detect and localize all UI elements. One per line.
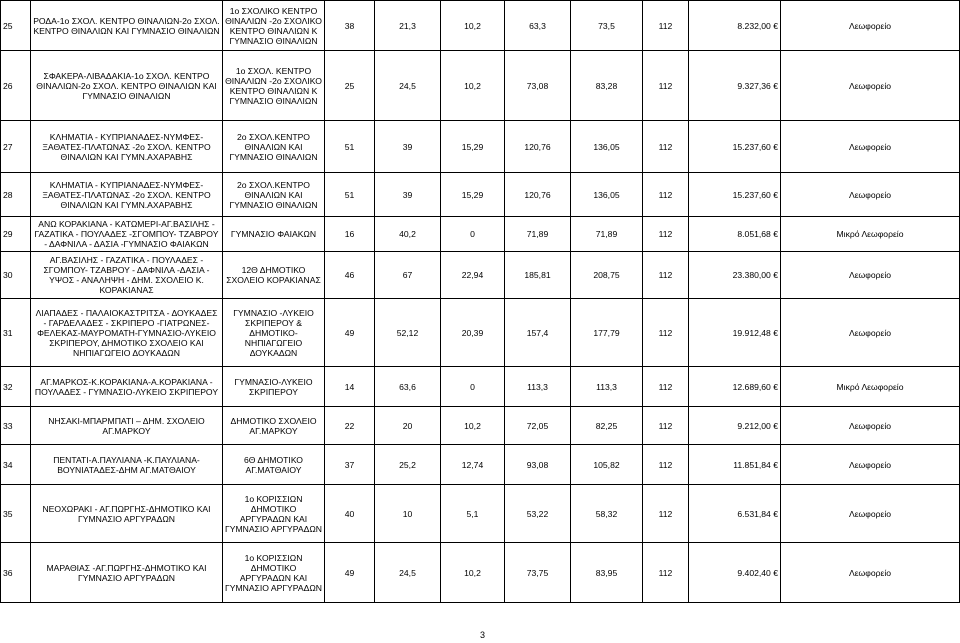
destination-cell: 1ο ΚΟΡΙΣΣΙΩΝ ΔΗΜΟΤΙΚΟ ΑΡΓΥΡΑΔΩΝ ΚΑΙ ΓΥΜΝΑΣΙΟ ΑΡΓΥΡΑΔΩΝ [223, 485, 325, 543]
value-cell: 49 [325, 543, 375, 603]
row-number-cell: 29 [1, 217, 31, 252]
table-row [1, 407, 960, 445]
vehicle-type-cell: Λεωφορείο [781, 485, 960, 543]
destination-cell: ΔΗΜΟΤΙΚΟ ΣΧΟΛΕΙΟ ΑΓ.ΜΑΡΚΟΥ [223, 407, 325, 445]
route-cell: ΠΕΝΤΑΤΙ-Α.ΠΑΥΛΙΑΝΑ -Κ.ΠΑΥΛΙΑΝΑ-ΒΟΥΝΙΑΤΑΔΕΣ-ΔΗΜ ΑΓ.ΜΑΤΘΑΙΟΥ [31, 445, 223, 485]
table-row [1, 445, 960, 485]
route-cell: ΜΑΡΑΘΙΑΣ -ΑΓ.ΠΩΡΓΗΣ-ΔΗΜΟΤΙΚΟ ΚΑΙ ΓΥΜΝΑΣΙΟ ΑΡΓΥΡΑΔΩΝ [31, 543, 223, 603]
value-cell: 112 [643, 173, 689, 217]
table-row [1, 51, 960, 121]
vehicle-type-cell: Λεωφορείο [781, 299, 960, 367]
value-cell: 39 [375, 173, 441, 217]
page-number: 3 [480, 630, 486, 640]
value-cell: 52,12 [375, 299, 441, 367]
table-row [1, 121, 960, 173]
cost-cell: 15.237,60 € [689, 121, 781, 173]
table-row [1, 1, 960, 51]
row-number-cell: 35 [1, 485, 31, 543]
value-cell: 15,29 [441, 121, 505, 173]
table-row [1, 252, 960, 299]
value-cell: 83,28 [571, 51, 643, 121]
table-row [1, 299, 960, 367]
value-cell: 20 [375, 407, 441, 445]
value-cell: 53,22 [505, 485, 571, 543]
value-cell: 136,05 [571, 121, 643, 173]
value-cell: 40,2 [375, 217, 441, 252]
value-cell: 157,4 [505, 299, 571, 367]
value-cell: 39 [375, 121, 441, 173]
value-cell: 37 [325, 445, 375, 485]
value-cell: 10,2 [441, 1, 505, 51]
value-cell: 185,81 [505, 252, 571, 299]
value-cell: 21,3 [375, 1, 441, 51]
cost-cell: 9.327,36 € [689, 51, 781, 121]
value-cell: 112 [643, 252, 689, 299]
destination-cell: 2ο ΣΧΟΛ.ΚΕΝΤΡΟ ΘΙΝΑΛΙΩΝ ΚΑΙ ΓΥΜΝΑΣΙΟ ΘΙΝΑΛΙΩΝ [223, 173, 325, 217]
value-cell: 105,82 [571, 445, 643, 485]
table-row [1, 485, 960, 543]
value-cell: 112 [643, 543, 689, 603]
value-cell: 71,89 [571, 217, 643, 252]
value-cell: 177,79 [571, 299, 643, 367]
value-cell: 112 [643, 51, 689, 121]
value-cell: 72,05 [505, 407, 571, 445]
destination-cell: 6Θ ΔΗΜΟΤΙΚΟ ΑΓ.ΜΑΤΘΑΙΟΥ [223, 445, 325, 485]
vehicle-type-cell: Λεωφορείο [781, 252, 960, 299]
route-cell: ΑΝΩ ΚΟΡΑΚΙΑΝΑ - ΚΑΤΩΜΕΡΙ-ΑΓ.ΒΑΣΙΛΗΣ - ΓΑΖΑΤΙΚΑ - ΠΟΥΛΑΔΕΣ -ΣΓΟΜΠΟΥ- ΤΖΑΒΡΟΥ - ΔΑΦΝΙΛΑ - ΔΑΣΙΑ -ΓΥΜΝΑΣΙΟ ΦΑΙΑΚΩΝ [31, 217, 223, 252]
row-number-cell: 25 [1, 1, 31, 51]
value-cell: 208,75 [571, 252, 643, 299]
value-cell: 16 [325, 217, 375, 252]
value-cell: 51 [325, 173, 375, 217]
value-cell: 120,76 [505, 173, 571, 217]
value-cell: 112 [643, 367, 689, 407]
value-cell: 136,05 [571, 173, 643, 217]
row-number-cell: 30 [1, 252, 31, 299]
value-cell: 113,3 [505, 367, 571, 407]
value-cell: 10,2 [441, 51, 505, 121]
value-cell: 67 [375, 252, 441, 299]
value-cell: 25 [325, 51, 375, 121]
value-cell: 112 [643, 299, 689, 367]
row-number-cell: 32 [1, 367, 31, 407]
value-cell: 112 [643, 485, 689, 543]
vehicle-type-cell: Λεωφορείο [781, 173, 960, 217]
destination-cell: 12Θ ΔΗΜΟΤΙΚΟ ΣΧΟΛΕΙΟ ΚΟΡΑΚΙΑΝΑΣ [223, 252, 325, 299]
value-cell: 63,6 [375, 367, 441, 407]
route-cell: ΚΛΗΜΑΤΙΑ - ΚΥΠΡΙΑΝΑΔΕΣ-ΝΥΜΦΕΣ-ΞΑΘΑΤΕΣ-ΠΛΑΤΩΝΑΣ -2ο ΣΧΟΛ. ΚΕΝΤΡΟ ΘΙΝΑΛΙΩΝ ΚΑΙ ΓΥΜΝ.ΑΧΑΡΑΒΗΣ [31, 173, 223, 217]
value-cell: 112 [643, 121, 689, 173]
value-cell: 10,2 [441, 407, 505, 445]
value-cell: 58,32 [571, 485, 643, 543]
destination-cell: ΓΥΜΝΑΣΙΟ ΦΑΙΑΚΩΝ [223, 217, 325, 252]
table-row [1, 367, 960, 407]
route-cell: ΑΓ.ΒΑΣΙΛΗΣ - ΓΑΖΑΤΙΚΑ - ΠΟΥΛΑΔΕΣ - ΣΓΟΜΠΟΥ- ΤΖΑΒΡΟΥ - ΔΑΦΝΙΛΑ -ΔΑΣΙΑ - ΥΨΟΣ - ΑΝΑΛΗΨΗ - ΔΗΜ. ΣΧΟΛΕΙΟ Κ. ΚΟΡΑΚΙΑΝΑΣ [31, 252, 223, 299]
cost-cell: 12.689,60 € [689, 367, 781, 407]
destination-cell: 1ο ΚΟΡΙΣΣΙΩΝ ΔΗΜΟΤΙΚΟ ΑΡΓΥΡΑΔΩΝ ΚΑΙ ΓΥΜΝΑΣΙΟ ΑΡΓΥΡΑΔΩΝ [223, 543, 325, 603]
destination-cell: 1ο ΣΧΟΛ. ΚΕΝΤΡΟ ΘΙΝΑΛΙΩΝ -2ο ΣΧΟΛΙΚΟ ΚΕΝΤΡΟ ΘΙΝΑΛΙΩΝ Κ ΓΥΜΝΑΣΙΟ ΘΙΝΑΛΙΩΝ [223, 51, 325, 121]
value-cell: 10,2 [441, 543, 505, 603]
row-number-cell: 34 [1, 445, 31, 485]
table-row [1, 217, 960, 252]
route-cell: ΛΙΑΠΑΔΕΣ - ΠΑΛΑΙΟΚΑΣΤΡΙΤΣΑ - ΔΟΥΚΑΔΕΣ - ΓΑΡΔΕΛΑΔΕΣ - ΣΚΡΙΠΕΡΟ -ΓΙΑΤΡΩΝΕΣ-ΦΕΛΕΚΑΣ-ΜΑΥΡΟΜΑΤΗ-ΓΥΜΝΑΣΙΟ-ΛΥΚΕΙΟ ΣΚΡΙΠΕΡΟΥ, ΔΗΜΟΤΙΚΟ ΣΧΟΛΕΙΟ ΚΑΙ ΝΗΠΙΑΓΩΓΕΙΟ ΔΟΥΚΑΔΩΝ [31, 299, 223, 367]
value-cell: 63,3 [505, 1, 571, 51]
value-cell: 71,89 [505, 217, 571, 252]
destination-cell: 1ο ΣΧΟΛΙΚΟ ΚΕΝΤΡΟ ΘΙΝΑΛΙΩΝ -2ο ΣΧΟΛΙΚΟ ΚΕΝΤΡΟ ΘΙΝΑΛΙΩΝ Κ ΓΥΜΝΑΣΙΟ ΘΙΝΑΛΙΩΝ [223, 1, 325, 51]
row-number-cell: 33 [1, 407, 31, 445]
value-cell: 14 [325, 367, 375, 407]
route-cell: ΣΦΑΚΕΡΑ-ΛΙΒΑΔΑΚΙΑ-1ο ΣΧΟΛ. ΚΕΝΤΡΟ ΘΙΝΑΛΙΩΝ-2ο ΣΧΟΛ. ΚΕΝΤΡΟ ΘΙΝΑΛΙΩΝ ΚΑΙ ΓΥΜΝΑΣΙΟ ΘΙΝΑΛΙΩΝ [31, 51, 223, 121]
cost-cell: 8.051,68 € [689, 217, 781, 252]
value-cell: 24,5 [375, 543, 441, 603]
value-cell: 73,08 [505, 51, 571, 121]
value-cell: 38 [325, 1, 375, 51]
value-cell: 22,94 [441, 252, 505, 299]
cost-cell: 15.237,60 € [689, 173, 781, 217]
route-cell: ΝΗΣΑΚΙ-ΜΠΑΡΜΠΑΤΙ – ΔΗΜ. ΣΧΟΛΕΙΟ ΑΓ.ΜΑΡΚΟΥ [31, 407, 223, 445]
value-cell: 20,39 [441, 299, 505, 367]
destination-cell: 2ο ΣΧΟΛ.ΚΕΝΤΡΟ ΘΙΝΑΛΙΩΝ ΚΑΙ ΓΥΜΝΑΣΙΟ ΘΙΝΑΛΙΩΝ [223, 121, 325, 173]
value-cell: 83,95 [571, 543, 643, 603]
value-cell: 73,75 [505, 543, 571, 603]
value-cell: 22 [325, 407, 375, 445]
cost-cell: 6.531,84 € [689, 485, 781, 543]
cost-cell: 9.212,00 € [689, 407, 781, 445]
cost-cell: 23.380,00 € [689, 252, 781, 299]
value-cell: 24,5 [375, 51, 441, 121]
row-number-cell: 36 [1, 543, 31, 603]
cost-cell: 8.232,00 € [689, 1, 781, 51]
value-cell: 120,76 [505, 121, 571, 173]
value-cell: 46 [325, 252, 375, 299]
table-body [1, 1, 960, 603]
vehicle-type-cell: Μικρό Λεωφορείο [781, 217, 960, 252]
destination-cell: ΓΥΜΝΑΣΙΟ-ΛΥΚΕΙΟ ΣΚΡΙΠΕΡΟΥ [223, 367, 325, 407]
value-cell: 25,2 [375, 445, 441, 485]
value-cell: 40 [325, 485, 375, 543]
value-cell: 73,5 [571, 1, 643, 51]
vehicle-type-cell: Λεωφορείο [781, 121, 960, 173]
row-number-cell: 26 [1, 51, 31, 121]
value-cell: 112 [643, 445, 689, 485]
value-cell: 112 [643, 407, 689, 445]
value-cell: 93,08 [505, 445, 571, 485]
cost-cell: 11.851,84 € [689, 445, 781, 485]
vehicle-type-cell: Λεωφορείο [781, 407, 960, 445]
value-cell: 15,29 [441, 173, 505, 217]
value-cell: 5,1 [441, 485, 505, 543]
row-number-cell: 27 [1, 121, 31, 173]
vehicle-type-cell: Μικρό Λεωφορείο [781, 367, 960, 407]
value-cell: 49 [325, 299, 375, 367]
cost-cell: 9.402,40 € [689, 543, 781, 603]
value-cell: 10 [375, 485, 441, 543]
route-cell: ΑΓ.ΜΑΡΚΟΣ-Κ.ΚΟΡΑΚΙΑΝΑ-Α.ΚΟΡΑΚΙΑΝΑ - ΠΟΥΛΑΔΕΣ - ΓΥΜΝΑΣΙΟ-ΛΥΚΕΙΟ ΣΚΡΙΠΕΡΟΥ [31, 367, 223, 407]
vehicle-type-cell: Λεωφορείο [781, 543, 960, 603]
row-number-cell: 31 [1, 299, 31, 367]
row-number-cell: 28 [1, 173, 31, 217]
cost-cell: 19.912,48 € [689, 299, 781, 367]
route-cell: ΚΛΗΜΑΤΙΑ - ΚΥΠΡΙΑΝΑΔΕΣ-ΝΥΜΦΕΣ-ΞΑΘΑΤΕΣ-ΠΛΑΤΩΝΑΣ -2ο ΣΧΟΛ. ΚΕΝΤΡΟ ΘΙΝΑΛΙΩΝ ΚΑΙ ΓΥΜΝ.ΑΧΑΡΑΒΗΣ [31, 121, 223, 173]
value-cell: 0 [441, 217, 505, 252]
vehicle-type-cell: Λεωφορείο [781, 51, 960, 121]
value-cell: 0 [441, 367, 505, 407]
value-cell: 113,3 [571, 367, 643, 407]
value-cell: 112 [643, 217, 689, 252]
table-row [1, 173, 960, 217]
destination-cell: ΓΥΜΝΑΣΙΟ -ΛΥΚΕΙΟ ΣΚΡΙΠΕΡΟΥ & ΔΗΜΟΤΙΚΟ-ΝΗΠΙΑΓΩΓΕΙΟ ΔΟΥΚΑΔΩΝ [223, 299, 325, 367]
value-cell: 12,74 [441, 445, 505, 485]
value-cell: 82,25 [571, 407, 643, 445]
value-cell: 112 [643, 1, 689, 51]
vehicle-type-cell: Λεωφορείο [781, 445, 960, 485]
vehicle-type-cell: Λεωφορείο [781, 1, 960, 51]
value-cell: 51 [325, 121, 375, 173]
route-cell: ΡΟΔΑ-1ο ΣΧΟΛ. ΚΕΝΤΡΟ ΘΙΝΑΛΙΩΝ-2ο ΣΧΟΛ. ΚΕΝΤΡΟ ΘΙΝΑΛΙΩΝ ΚΑΙ ΓΥΜΝΑΣΙΟ ΘΙΝΑΛΙΩΝ [31, 1, 223, 51]
route-cell: ΝΕΟΧΩΡΑΚΙ - ΑΓ.ΠΩΡΓΗΣ-ΔΗΜΟΤΙΚΟ ΚΑΙ ΓΥΜΝΑΣΙΟ ΑΡΓΥΡΑΔΩΝ [31, 485, 223, 543]
table-row [1, 543, 960, 603]
